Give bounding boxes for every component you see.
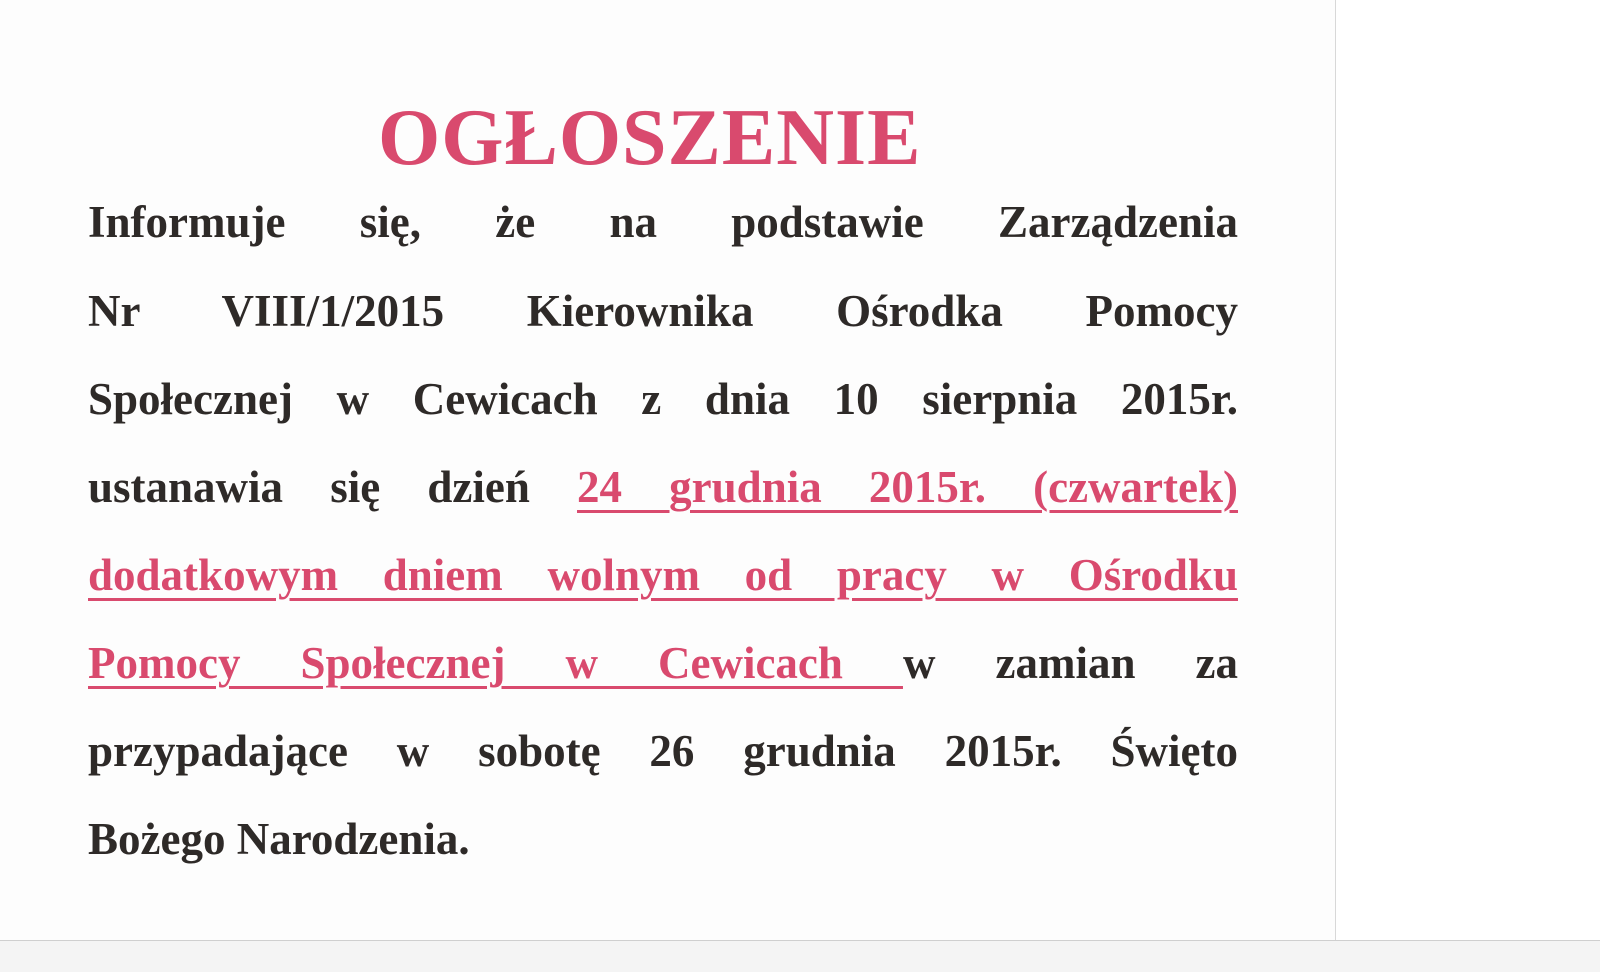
notice-line-4-text: ustanawia się dzień xyxy=(88,462,578,512)
notice-title: OGŁOSZENIE xyxy=(378,94,922,182)
highlighted-date: 24 grudnia 2015r. (czwartek) xyxy=(577,462,1238,512)
notice-line-4 xyxy=(88,462,1238,512)
highlighted-day-off: dodatkowym dniem wolnym od pracy w Ośrodku xyxy=(88,550,1238,600)
page-edge xyxy=(1335,0,1336,940)
scanner-margin xyxy=(0,940,1600,972)
notice-line-5 xyxy=(88,550,1238,600)
notice-line-3: Społecznej w Cewicach z dnia 10 sierpnia 2015r. xyxy=(88,374,1238,424)
highlighted-institution: Pomocy Społecznej w Cewicach xyxy=(88,638,903,688)
notice-line-6 xyxy=(88,638,1238,688)
notice-line-6-text: w zamian za xyxy=(902,638,1238,688)
notice-line-8: Bożego Narodzenia. xyxy=(88,814,470,864)
notice-line-1: Informuje się, że na podstawie Zarządzenia xyxy=(88,197,1238,247)
notice-line-7: przypadające w sobotę 26 grudnia 2015r. Święto xyxy=(88,726,1238,776)
notice-line-2: Nr VIII/1/2015 Kierownika Ośrodka Pomocy xyxy=(88,286,1238,336)
